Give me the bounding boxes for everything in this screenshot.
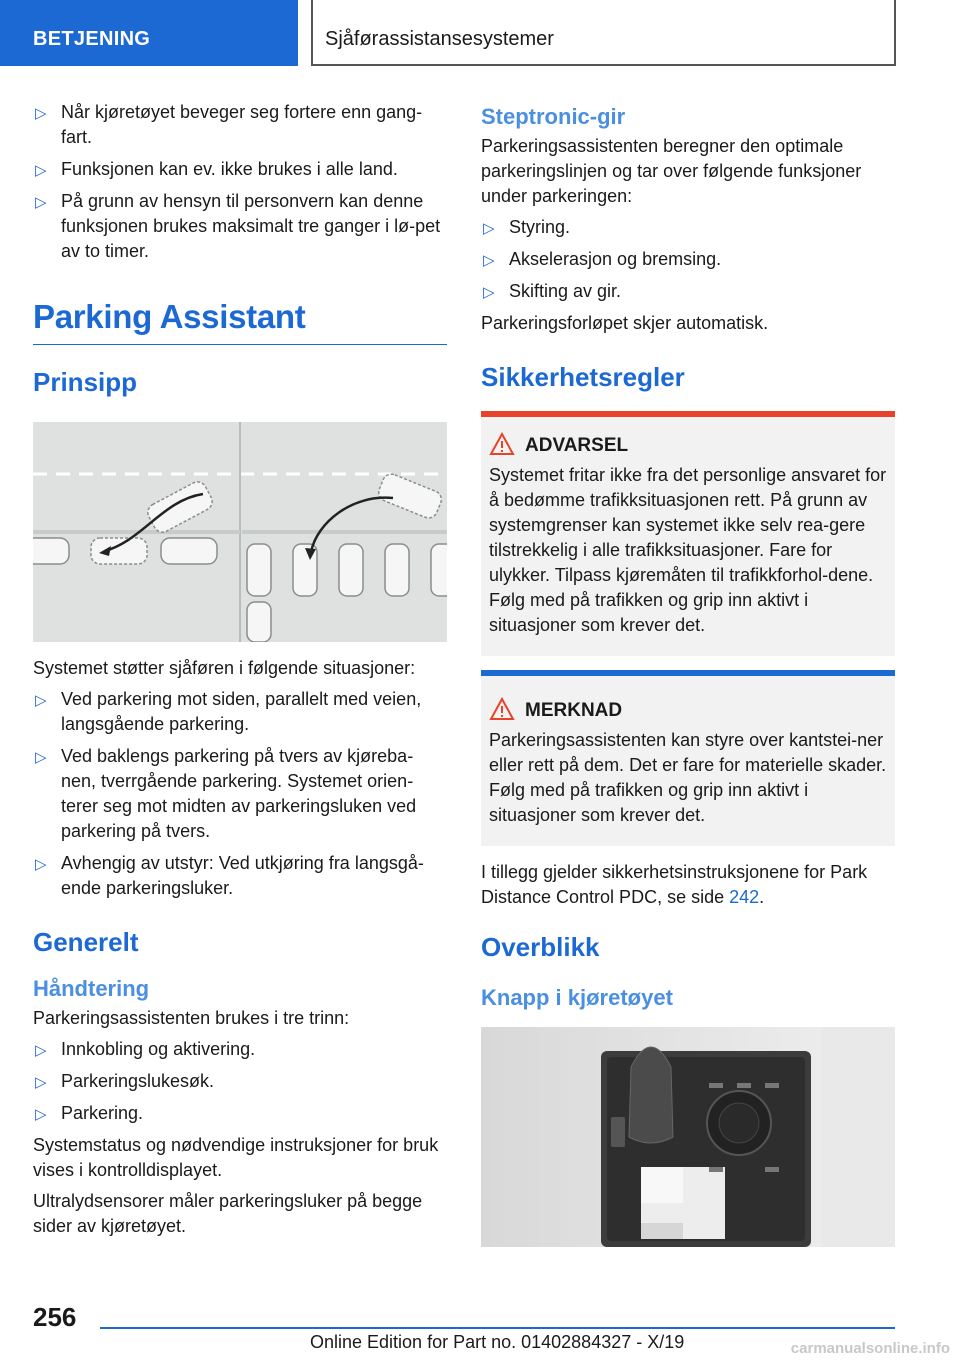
list-item: ▷ Styring.	[481, 215, 895, 240]
list-item: ▷ Ved parkering mot siden, parallelt med veien, langsgående parkering.	[35, 689, 422, 734]
general-heading: Generelt	[33, 927, 139, 957]
note-title: MERKNAD	[525, 700, 887, 722]
list-item: ▷ Parkering.	[33, 1101, 447, 1126]
safety-heading: Sikkerhetsregler	[481, 362, 685, 392]
watermark: carmanualsonline.info	[790, 1340, 950, 1357]
triangle-right-icon: ▷	[483, 284, 495, 301]
list-item: ▷ Parkeringslukesøk.	[33, 1069, 447, 1094]
left-column	[33, 100, 447, 1245]
triangle-right-icon: ▷	[483, 252, 495, 269]
list-item: ▷ Innkobling og aktivering.	[33, 1037, 447, 1062]
warning-title: ADVARSEL	[525, 435, 887, 457]
warning-triangle-icon	[489, 697, 515, 727]
page-header	[0, 0, 960, 66]
pdc-text: I tillegg gjelder sikkerhetsinstruksjonene for Park Distance Control PDC, se side 242.	[481, 862, 868, 907]
right-column	[481, 100, 895, 1247]
chapter-title: Sjåførassistansesystemer	[311, 0, 896, 66]
situations-intro: Systemet støtter sjåføren i følgende situasjoner:	[33, 658, 416, 678]
edition-text: Online Edition for Part no. 01402884327 - X/19	[310, 1332, 685, 1352]
list-item: ▷ Akselerasjon og bremsing.	[481, 247, 895, 272]
list-item: ▷ Funksjonen kan ev. ikke brukes i alle land.	[33, 157, 447, 182]
footer-divider	[100, 1327, 895, 1329]
note-text: Parkeringsassistenten kan styre over kantstei-ner eller rett på dem. Det er fare for materielle skader. Følg med på trafikken og grip inn aktivt i situasjoner som krever det.	[489, 730, 887, 825]
triangle-right-icon: ▷	[35, 692, 47, 709]
page-title: Parking Assistant	[33, 298, 447, 345]
list-item: ▷ Ved baklengs parkering på tvers av kjøreba-nen, tverrgående parkering. Systemet orien-terer seg mot midten av parkeringsluken ved parkering på tvers.	[35, 746, 417, 841]
list-item: ▷ Avhengig av utstyr: Ved utkjøring fra langsgå-ende parkeringsluker.	[35, 853, 424, 898]
triangle-right-icon: ▷	[35, 105, 47, 122]
triangle-right-icon: ▷	[35, 1042, 47, 1059]
handling-heading: Håndtering	[33, 976, 150, 1001]
parking-illustration	[33, 422, 447, 642]
triangle-right-icon: ▷	[35, 749, 47, 766]
steps-list	[33, 1037, 447, 1126]
list-item: ▷ Når kjøretøyet beveger seg fortere enn gang-fart.	[35, 102, 423, 147]
status-text: Systemstatus og nødvendige instruksjoner for bruk vises i kontrolldisplayet.	[33, 1135, 439, 1180]
warning-text: Systemet fritar ikke fra det personlige ansvaret for å bedømme trafikksituasjonen rett. På grunn av systemgrenser kan systemet ikke selv rea-gere tilstrekkelig i alle trafikksituasjoner. Fare for ulykker. Tilpass kjøremåten til trafikkforhol-dene. Følg med på trafikken og grip inn aktivt i situasjoner som krever det.	[489, 465, 887, 635]
page-link[interactable]: 242	[729, 887, 760, 907]
center-console-photo	[481, 1027, 895, 1247]
intro-bullet-list	[33, 100, 447, 264]
triangle-right-icon: ▷	[483, 220, 495, 237]
triangle-right-icon: ▷	[35, 194, 47, 211]
overview-heading: Overblikk	[481, 932, 600, 962]
section-tab: BETJENING	[0, 0, 298, 66]
list-item: ▷ Skifting av gir.	[481, 279, 895, 304]
auto-text: Parkeringsforløpet skjer automatisk.	[481, 313, 769, 333]
triangle-right-icon: ▷	[35, 856, 47, 873]
situations-list	[33, 687, 447, 901]
warning-triangle-icon	[489, 432, 515, 462]
steptronic-intro: Parkeringsassistenten beregner den optimale parkeringslinjen og tar over følgende funksjoner under parkeringen:	[481, 136, 862, 206]
button-heading: Knapp i kjøretøyet	[481, 985, 673, 1010]
list-item: ▷ På grunn av hensyn til personvern kan denne funksjonen brukes maksimalt tre ganger i lø-pet av to timer.	[35, 191, 441, 261]
warning-box	[481, 411, 895, 656]
note-box	[481, 670, 895, 846]
functions-list	[481, 215, 895, 304]
page-number: 256	[33, 1302, 77, 1332]
triangle-right-icon: ▷	[35, 162, 47, 179]
steptronic-heading: Steptronic-gir	[481, 104, 626, 129]
principle-heading: Prinsipp	[33, 367, 138, 397]
triangle-right-icon: ▷	[35, 1106, 47, 1123]
triangle-right-icon: ▷	[35, 1074, 47, 1091]
handling-intro: Parkeringsassistenten brukes i tre trinn:	[33, 1008, 350, 1028]
sensor-text: Ultralydsensorer måler parkeringsluker på begge sider av kjøretøyet.	[33, 1191, 423, 1236]
